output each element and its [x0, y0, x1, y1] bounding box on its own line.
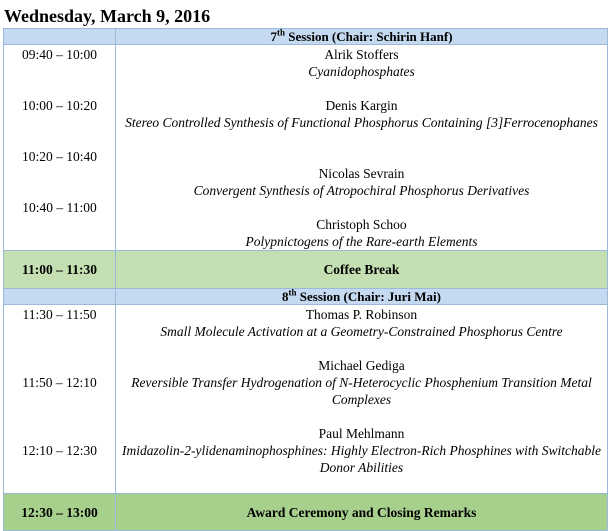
session-7-label: [116, 29, 608, 45]
talk-time: 11:50 – 12:10: [22, 375, 97, 390]
talk-time: 12:10 – 12:30: [21, 443, 97, 458]
speaker-name: Alrik Stoffers: [324, 47, 399, 62]
session-7-number: 7: [270, 29, 277, 44]
session-8-ordinal: th: [288, 287, 297, 298]
speaker-name: Denis Kargin: [325, 98, 398, 113]
talk-time: 10:00 – 10:20: [21, 98, 97, 113]
session-7-chair: Session (Chair: Schirin Hanf): [284, 29, 453, 44]
session-8-talks-row: [4, 305, 608, 494]
session-8-number: 8: [282, 289, 289, 304]
session-8-chair: Session (Chair: Juri Mai): [296, 289, 441, 304]
session-8-time-column: [4, 305, 116, 494]
talk-time: 10:40 – 11:00: [22, 200, 97, 215]
coffee-break-time: 11:00 – 11:30: [4, 251, 116, 289]
coffee-break-row: [4, 251, 608, 289]
session-8-label: [116, 289, 608, 305]
speaker-name: Christoph Schoo: [316, 217, 407, 232]
coffee-break-label: Coffee Break: [116, 251, 608, 289]
schedule-table: [3, 28, 608, 531]
speaker-name: Nicolas Sevrain: [318, 166, 405, 181]
session-7-ordinal: th: [276, 27, 285, 38]
closing-time: 12:30 – 13:00: [4, 494, 116, 531]
talk-time: 11:30 – 11:50: [22, 307, 97, 322]
session-8-header: [4, 289, 608, 305]
day-title: Wednesday, March 9, 2016: [4, 6, 211, 26]
closing-label: Award Ceremony and Closing Remarks: [116, 494, 608, 531]
session-7-talks-row: [4, 45, 608, 251]
talk-title: Reversible Transfer Hydrogenation of N-Heterocyclic Phosphenium Transition Metal Complexes: [131, 375, 592, 407]
talk-title: Stereo Controlled Synthesis of Functional Phosphorus Containing [3]Ferrocenophanes: [125, 115, 598, 130]
session-7-header-time-cell: [4, 29, 116, 45]
talk-title: Polypnictogens of the Rare-earth Elements: [245, 234, 478, 249]
session-8-talk-column: [116, 305, 608, 494]
speaker-name: Michael Gediga: [318, 358, 405, 373]
closing-row: [4, 494, 608, 531]
talk-time: 10:20 – 10:40: [21, 149, 97, 164]
talk-title: Imidazolin-2-ylidenaminophosphines: Highly Electron-Rich Phosphines with Switchable Donor Abilities: [121, 443, 602, 475]
talk-title: Cyanidophosphates: [308, 64, 415, 79]
speaker-name: Thomas P. Robinson: [305, 307, 418, 322]
session-7-header: [4, 29, 608, 45]
talk-title: Convergent Synthesis of Atropochiral Phosphorus Derivatives: [193, 183, 530, 198]
talk-title: Small Molecule Activation at a Geometry-Constrained Phosphorus Centre: [160, 324, 563, 339]
session-7-talk-column: [116, 45, 608, 251]
session-7-time-column: [4, 45, 116, 251]
speaker-name: Paul Mehlmann: [318, 426, 405, 441]
session-8-header-time-cell: [4, 289, 116, 305]
talk-time: 09:40 – 10:00: [21, 47, 97, 62]
